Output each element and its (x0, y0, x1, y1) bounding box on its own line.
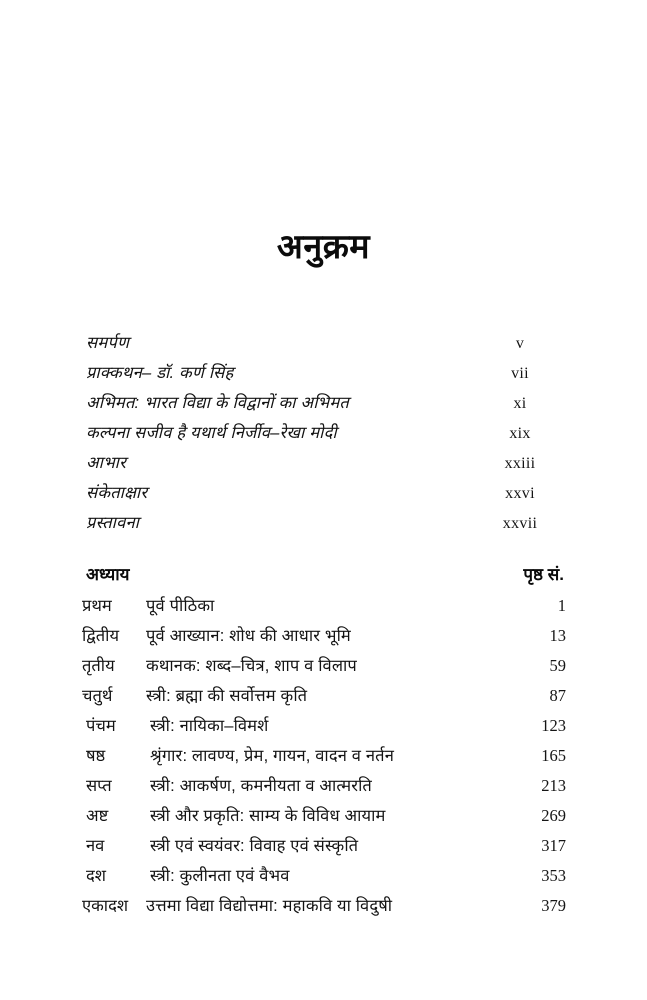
chapter-title: उत्तमा विद्या विद्योत्तमा: महाकवि या विदुषी (146, 897, 393, 915)
chapter-ordinal: अष्ट (86, 807, 109, 825)
chapter-title: श्रृंगार: लावण्य, प्रेम, गायन, वादन व नर्तन (150, 747, 395, 765)
chapter-ordinal: दश (86, 867, 106, 885)
chapter-page-number: 1 (557, 596, 566, 615)
front-matter-label: प्रस्तावना (86, 514, 140, 532)
front-matter-page-number: v (515, 335, 525, 352)
front-matter-row[interactable] (86, 420, 566, 450)
front-matter-row[interactable] (86, 450, 566, 480)
chapter-title: स्त्री: ब्रह्मा की सर्वोत्तम कृति (146, 687, 308, 705)
chapter-row[interactable] (82, 683, 566, 713)
chapter-page-number: 379 (541, 896, 566, 915)
chapter-row[interactable] (86, 803, 566, 833)
front-matter-label: कल्पना सजीव है यथार्थ निर्जीव–रेखा मोदी (86, 424, 337, 442)
front-matter-row[interactable] (86, 390, 566, 420)
front-matter-page-number: xxvi (505, 485, 535, 502)
chapter-row[interactable] (86, 743, 566, 773)
chapter-row[interactable] (82, 593, 566, 623)
chapter-row[interactable] (86, 773, 566, 803)
chapter-row[interactable] (86, 833, 566, 863)
chapter-row[interactable] (82, 623, 566, 653)
column-header-chapter: अध्याय (86, 565, 130, 584)
table-header-row (86, 562, 566, 592)
front-matter-label: संकेताक्षार (86, 484, 148, 502)
chapter-page-number: 123 (541, 716, 566, 735)
chapter-title: पूर्व आख्यान: शोध की आधार भूमि (146, 627, 351, 645)
page-title: अनुक्रम (276, 228, 371, 266)
front-matter-page-number: xxvii (502, 515, 538, 532)
chapter-title: कथानक: शब्द–चित्र, शाप व विलाप (146, 657, 357, 675)
front-matter-label: आभार (86, 454, 127, 472)
chapter-ordinal: प्रथम (82, 597, 112, 615)
chapter-title: स्त्री और प्रकृति: साम्य के विविध आयाम (150, 807, 386, 825)
chapter-row[interactable] (82, 653, 566, 683)
front-matter-page-number: xix (509, 425, 531, 442)
front-matter-row[interactable] (86, 360, 566, 390)
chapter-page-number: 59 (549, 656, 566, 675)
chapter-title: स्त्री: कुलीनता एवं वैभव (150, 867, 290, 885)
front-matter-label: प्राक्कथन– डॉ. कर्ण सिंह (86, 364, 234, 382)
front-matter-label: अभिमत: भारत विद्या के विद्वानों का अभिमत (86, 394, 349, 412)
front-matter-row[interactable] (86, 330, 566, 360)
chapter-ordinal: एकादश (82, 897, 129, 915)
chapter-ordinal: नव (86, 837, 105, 855)
chapter-title: स्त्री: नायिका–विमर्श (150, 717, 269, 735)
chapter-table-header (86, 562, 566, 592)
chapter-ordinal: सप्त (86, 777, 112, 795)
chapter-page-number: 87 (549, 686, 566, 705)
front-matter-page-number: vii (511, 365, 529, 382)
front-matter-label: समर्पण (86, 334, 130, 352)
front-matter-page-number: xxiii (504, 455, 536, 472)
front-matter-page-number: xi (513, 395, 527, 412)
chapter-title: स्त्री: आकर्षण, कमनीयता व आत्मरति (150, 777, 372, 795)
chapter-row[interactable] (82, 893, 566, 923)
chapter-page-number: 269 (541, 806, 566, 825)
chapter-row[interactable] (86, 713, 566, 743)
chapter-title: पूर्व पीठिका (146, 597, 215, 615)
chapter-ordinal: तृतीय (82, 657, 115, 675)
chapter-ordinal: पंचम (86, 717, 116, 735)
chapter-ordinal: द्वितीय (82, 627, 120, 645)
front-matter-row[interactable] (86, 480, 566, 510)
chapter-row[interactable] (86, 863, 566, 893)
chapter-ordinal: षष्ठ (86, 747, 106, 765)
chapter-page-number: 353 (541, 866, 566, 885)
chapter-page-number: 317 (541, 836, 566, 855)
chapter-title: स्त्री एवं स्वयंवर: विवाह एवं संस्कृति (150, 837, 359, 855)
chapter-page-number: 13 (549, 626, 566, 645)
front-matter-row[interactable] (86, 510, 566, 540)
front-matter-list (86, 330, 566, 540)
chapter-ordinal: चतुर्थ (82, 687, 113, 705)
column-header-page: पृष्ठ सं. (523, 565, 564, 584)
chapter-page-number: 213 (541, 776, 566, 795)
chapter-list (82, 593, 566, 923)
chapter-page-number: 165 (541, 746, 566, 765)
